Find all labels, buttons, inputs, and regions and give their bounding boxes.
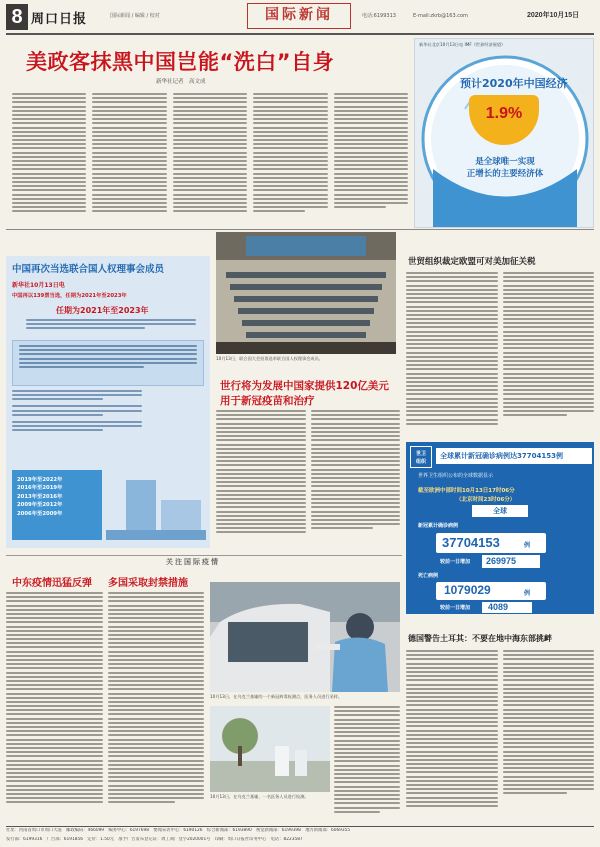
photo-caption-1: 10月13日，联合国大会投票选举联合国人权理事会成员。 bbox=[216, 356, 323, 361]
photo-caption-2: 10月13日，在乌克兰基辅的一个新冠病毒检测点，医务人员进行采样。 bbox=[210, 694, 343, 699]
photo-caption-3: 10月13日，在乌克兰基辅，一名医务人员进行检测。 bbox=[210, 794, 309, 799]
article-headline: 美政客抹黑中国岂能“洗白”自身 bbox=[26, 50, 335, 74]
epidemic-body bbox=[6, 592, 204, 824]
email-line: E-mail:zkrb@163.com bbox=[413, 13, 468, 19]
section-tab: 国际新闻 bbox=[247, 3, 351, 29]
vaccine-headline bbox=[220, 378, 400, 408]
infographic-gdp bbox=[414, 38, 594, 228]
article-byline: 新华社记者 高文成 bbox=[156, 79, 206, 85]
covid-region: 全球 bbox=[472, 505, 528, 517]
covid-sub3: （北京时间23时06分） bbox=[456, 497, 516, 503]
un-rights-bullets bbox=[12, 390, 142, 470]
covid-title: 全球累计新冠确诊病例达37704153例 bbox=[436, 448, 592, 464]
footer-rule bbox=[6, 826, 594, 827]
date-line: 2020年10月15日 bbox=[527, 12, 580, 19]
un-rights-banner: 中国再次当选联合国人权理事会成员 bbox=[12, 264, 165, 275]
vaccine-title-1: 世行将为发展中国家提供120亿美元 bbox=[220, 380, 389, 392]
infographic-subtitle: 是全球唯一实现 正增长的主要经济体 bbox=[466, 157, 544, 179]
un-rights-years: 2019年至2022年 2016年至2019年 2013年至2016年 2009年至2012年 2006年至2009年 bbox=[12, 470, 102, 540]
epidemic-title-2: 多国采取封禁措施 bbox=[108, 578, 188, 589]
confirmed-value: 37704153 bbox=[442, 535, 500, 550]
footer-line-1: 社址：河南省周口市周口大道 邮政编码：466099 编务中心：6197698 要闻采访中心：6190126 综合新闻部：6193890 视觉新闻部：6199398 地方新闻部：6069355 bbox=[6, 828, 351, 833]
wto-headline: 世贸组织裁定欧盟可对美加征关税 bbox=[408, 257, 536, 267]
infographic-value: 1.9% bbox=[485, 105, 523, 122]
covid-sub1: 世界卫生组织公布的全球数据显示 bbox=[418, 473, 494, 479]
infographic-caption: 新华社北京10月13日电 IMF《世界经济展望》 bbox=[419, 42, 506, 47]
epidemic-body-2 bbox=[334, 706, 400, 824]
un-rights-line1: 中国再以139票当选，任期为2021年至2023年 bbox=[12, 293, 127, 299]
vaccine-title-2: 用于新冠疫苗和治疗 bbox=[220, 395, 315, 407]
vaccine-body bbox=[216, 410, 400, 545]
lead-article bbox=[6, 36, 410, 226]
masthead-rule bbox=[6, 33, 594, 35]
page-number: 8 bbox=[6, 4, 28, 30]
un-rights-term: 任期为2021年至2023年 bbox=[56, 306, 149, 315]
confirmed-unit: 例 bbox=[524, 542, 531, 549]
death-label: 死亡病例 bbox=[418, 573, 439, 579]
editor-line: 国际新闻 / 编辑 / 校对 bbox=[110, 13, 160, 19]
turkey-headline: 德国警告土耳其：不要在地中海东部挑衅 bbox=[408, 634, 552, 643]
un-building-graphic bbox=[106, 470, 206, 540]
infographic-title: 预计2020年中国经济 bbox=[460, 77, 568, 90]
new-confirmed-value: 269975 bbox=[486, 556, 517, 566]
turkey-body bbox=[406, 650, 594, 824]
footer-line-2: 发行部：6199316 广告部：6191856 定价：1.50元 准予广告发布登记证：周工商广登字2020001号 印刷：周口日报社印务中心 电话：8223587 bbox=[6, 837, 303, 842]
epidemic-section-tag: 关注国际疫情 bbox=[166, 558, 220, 566]
un-rights-text bbox=[26, 319, 196, 337]
masthead bbox=[0, 0, 600, 36]
section-divider bbox=[6, 229, 594, 230]
tel-line: 电话:6199313 bbox=[362, 13, 396, 19]
new-confirmed-label: 较前一日增加 bbox=[440, 559, 471, 565]
new-deaths-value: 4089 bbox=[488, 602, 509, 612]
paper-logo: 周口日报 bbox=[31, 12, 88, 27]
death-unit: 例 bbox=[524, 590, 531, 597]
epidemic-title-1: 中东疫情迅猛反弹 bbox=[12, 578, 92, 589]
testing-photo bbox=[210, 582, 400, 692]
un-rights-panel bbox=[6, 256, 210, 548]
outdoor-photo bbox=[210, 706, 330, 792]
wto-body bbox=[406, 272, 594, 440]
covid-sub2: 截至欧洲中部时间10月13日17时06分 bbox=[418, 488, 515, 494]
death-value: 1079029 bbox=[444, 583, 491, 597]
un-rights-note-box bbox=[12, 340, 204, 386]
conference-photo bbox=[216, 232, 396, 354]
confirmed-label: 新冠累计确诊病例 bbox=[418, 523, 459, 529]
new-deaths-label: 较前一日增加 bbox=[440, 605, 471, 611]
un-rights-date: 新华社10月13日电 bbox=[12, 282, 65, 289]
covid-global-panel bbox=[406, 442, 594, 614]
who-tag: 世卫 组织 bbox=[410, 446, 432, 468]
article-body bbox=[12, 93, 408, 221]
epidemic-divider bbox=[6, 555, 402, 556]
